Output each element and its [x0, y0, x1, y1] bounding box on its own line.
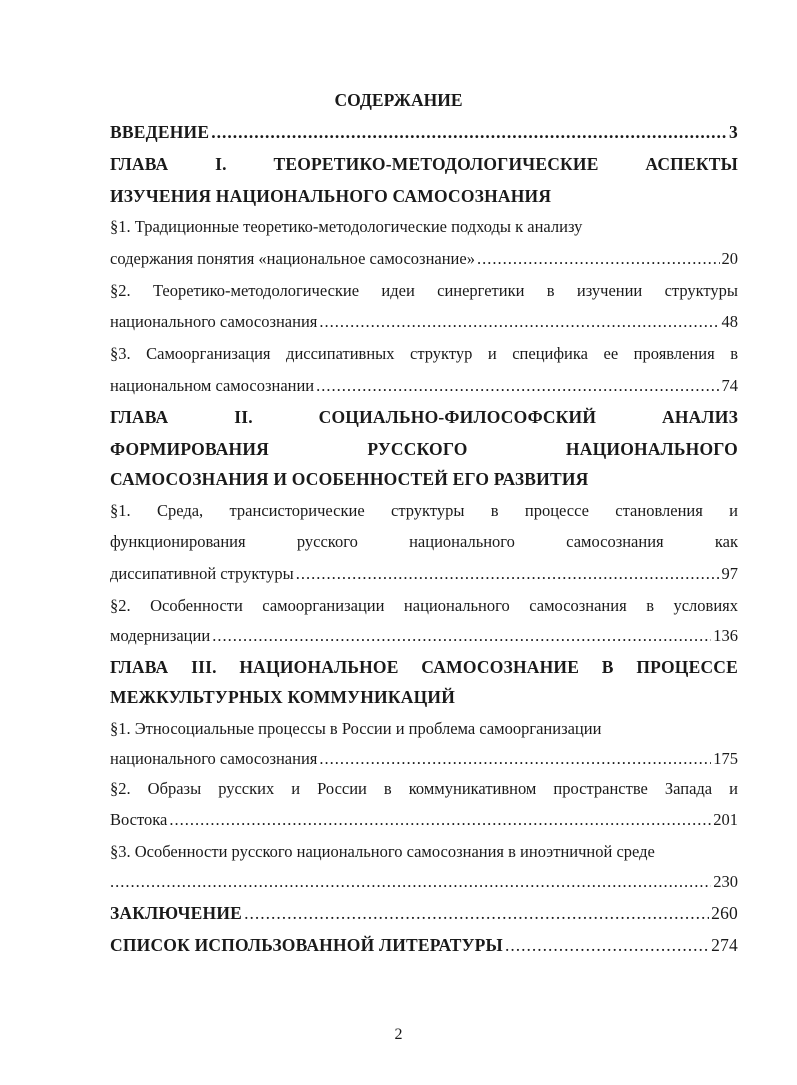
dot-leader — [211, 121, 727, 143]
dot-leader — [110, 871, 711, 893]
entry-label: диссипативной структуры — [110, 564, 294, 583]
toc-entry-2-2: §2. Особенности самоорганизации национального самосознания в условиях — [110, 596, 738, 615]
toc-entry-1-3: §3. Самоорганизация диссипативных структур и специфика ее проявления в — [110, 344, 738, 363]
toc-entry-1-1-cont — [110, 248, 738, 270]
dot-leader — [505, 934, 709, 956]
entry-label: национальном самосознании — [110, 376, 315, 395]
chapter-1-heading-cont: ИЗУЧЕНИЯ НАЦИОНАЛЬНОГО САМОСОЗНАНИЯ — [110, 186, 552, 206]
entry-label: национального самосознания — [110, 312, 318, 331]
page-title: СОДЕРЖАНИЕ — [334, 90, 463, 110]
page-number: 2 — [394, 1026, 403, 1043]
chapter-1-heading: ГЛАВА I. ТЕОРЕТИКО-МЕТОДОЛОГИЧЕСКИЕ АСПЕКТЫ — [110, 154, 738, 174]
dot-leader — [319, 311, 719, 333]
entry-label: ЗАКЛЮЧЕНИЕ — [110, 903, 243, 923]
chapter-3-heading-cont: МЕЖКУЛЬТУРНЫХ КОММУНИКАЦИЙ — [110, 687, 456, 707]
chapter-2-heading-cont2: САМОСОЗНАНИЯ И ОСОБЕННОСТЕЙ ЕГО РАЗВИТИЯ — [110, 469, 589, 489]
toc-entry-3-2-cont — [110, 809, 738, 831]
toc-entry-references — [110, 934, 738, 956]
entry-page: 260 — [711, 903, 738, 923]
entry-label: СПИСОК ИСПОЛЬЗОВАННОЙ ЛИТЕРАТУРЫ — [110, 935, 503, 955]
dot-leader — [319, 748, 711, 770]
entry-page: 97 — [721, 564, 738, 583]
entry-page: 136 — [713, 626, 738, 645]
toc-entry-2-1: §1. Среда, трансисторические структуры в процессе становления и — [110, 501, 738, 520]
entry-label: национального самосознания — [110, 749, 318, 768]
dot-leader — [244, 902, 709, 924]
toc-entry-2-1-cont2 — [110, 563, 738, 585]
chapter-2-heading: ГЛАВА II. СОЦИАЛЬНО-ФИЛОСОФСКИЙ АНАЛИЗ — [110, 407, 738, 427]
toc-entry-3-3: §3. Особенности русского национального самосознания в иноэтничной среде — [110, 842, 655, 861]
entry-label: модернизации — [110, 626, 211, 645]
toc-entry-3-1: §1. Этносоциальные процессы в России и проблема самоорганизации — [110, 719, 602, 738]
entry-page: 20 — [721, 249, 738, 268]
toc-entry-3-2: §2. Образы русских и России в коммуникативном пространстве Запада и — [110, 779, 738, 798]
toc-entry-2-1-cont: функционирования русского национального самосознания как — [110, 532, 738, 551]
toc-entry-1-1: §1. Традиционные теоретико-методологические подходы к анализу — [110, 217, 583, 236]
toc-entry-3-1-cont — [110, 748, 738, 770]
dot-leader — [212, 625, 711, 647]
dot-leader — [296, 563, 720, 585]
dot-leader — [316, 375, 719, 397]
entry-page: 3 — [729, 122, 738, 142]
toc-entry-1-2: §2. Теоретико-методологические идеи синергетики в изучении структуры — [110, 281, 738, 300]
entry-page: 74 — [721, 376, 738, 395]
dot-leader — [169, 809, 711, 831]
entry-label: содержания понятия «национальное самосознание» — [110, 249, 475, 268]
entry-page: 48 — [721, 312, 738, 331]
toc-entry-conclusion — [110, 902, 738, 924]
chapter-2-heading-cont: ФОРМИРОВАНИЯ РУССКОГО НАЦИОНАЛЬНОГО — [110, 439, 738, 459]
toc-entry-1-2-cont — [110, 311, 738, 333]
toc-entry-3-3-cont — [110, 871, 738, 893]
entry-page: 201 — [713, 810, 738, 829]
entry-label: ВВЕДЕНИЕ — [110, 122, 210, 142]
toc-entry-2-2-cont — [110, 625, 738, 647]
chapter-3-heading: ГЛАВА III. НАЦИОНАЛЬНОЕ САМОСОЗНАНИЕ В ПРОЦЕССЕ — [110, 657, 738, 677]
entry-label: Востока — [110, 810, 168, 829]
dot-leader — [477, 248, 720, 270]
toc-entry-1-3-cont — [110, 375, 738, 397]
entry-page: 274 — [711, 935, 738, 955]
entry-page: 175 — [713, 749, 738, 768]
toc-entry-introduction — [110, 121, 738, 143]
entry-page: 230 — [713, 872, 738, 891]
